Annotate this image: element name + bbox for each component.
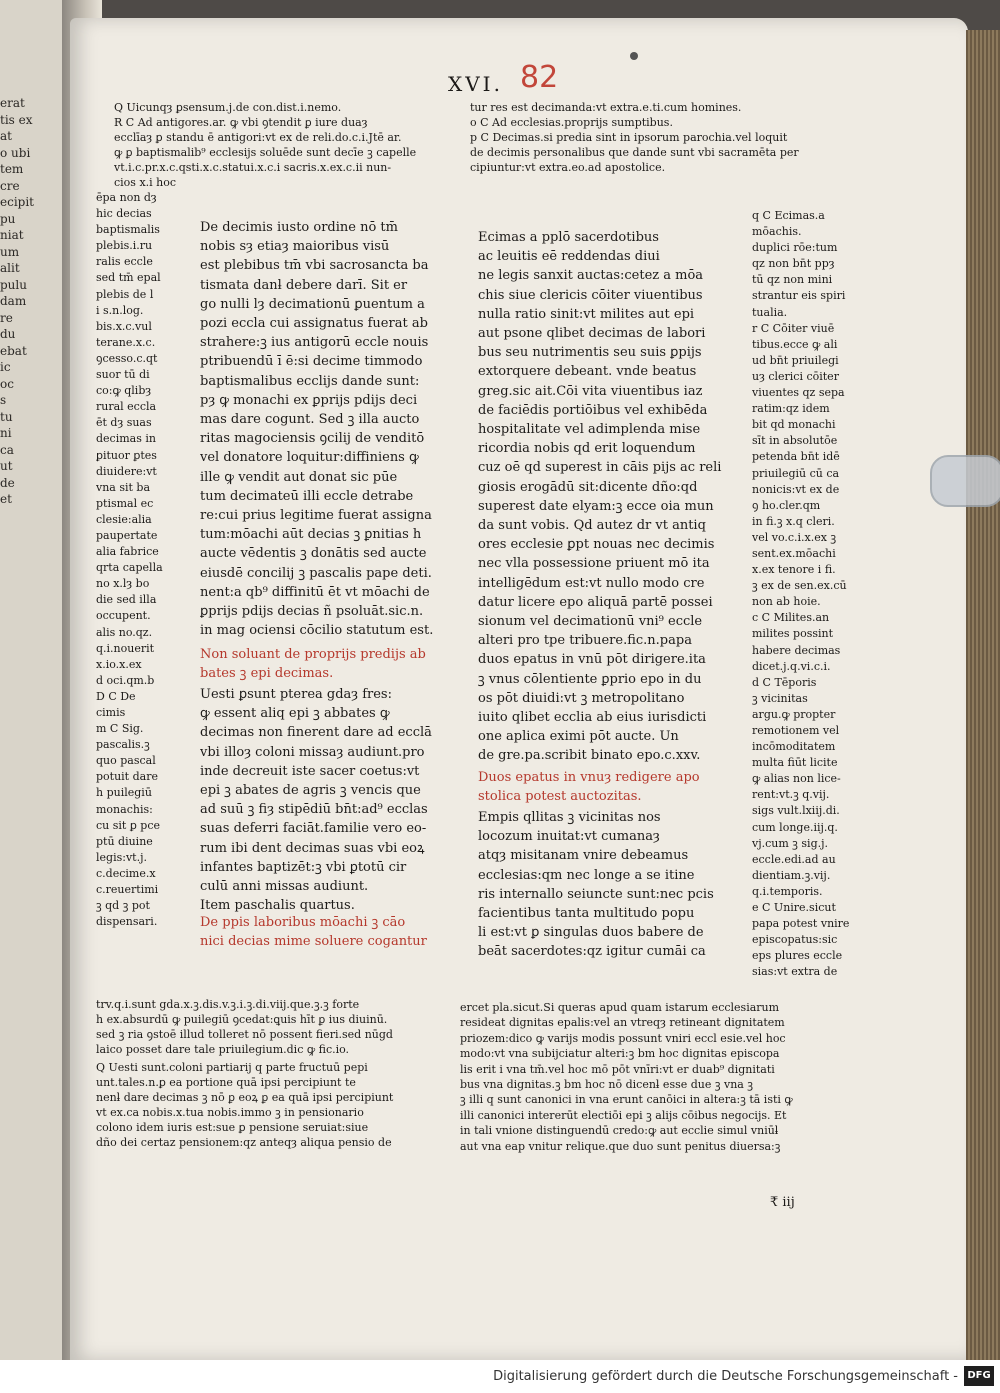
gloss-line: incōmoditatem (752, 740, 836, 754)
gloss-line: multa fiūt licite (752, 756, 838, 770)
gloss-line: paupertate (96, 528, 158, 542)
facing-page-line: du (0, 327, 16, 341)
text-line: locozum inuitat:vt cumanaȝ (478, 829, 660, 845)
text-line: ricordia nobis qd erit loquendum (478, 441, 696, 457)
text-line: eiusdē concilij ꝫ pascalis pape deti. (200, 565, 432, 581)
gloss-line: i s.n.log. (96, 303, 144, 317)
gloss-line: priuilegiū cū ca (752, 466, 840, 480)
gloss-line: diuidere:vt (96, 464, 157, 478)
gloss-line: viuentes qz sepa (752, 386, 845, 400)
gloss-line: q.i.nouerit (96, 641, 155, 655)
facing-page-line: ut (0, 459, 13, 473)
gloss-line: alis no.qz. (96, 625, 153, 639)
gloss-line: vel vo.c.i.x.ex ꝫ (752, 530, 837, 544)
dfg-logo: DFG (964, 1366, 994, 1386)
text-line: ne legis sanxit auctas:cetez a mōa (478, 268, 704, 284)
facing-page-line: ecipit (0, 195, 35, 209)
book-clip (930, 455, 1000, 507)
rubric-line: nici decias mime soluere cogantur (200, 934, 427, 949)
rubric-line: stolica potest auctozitas. (478, 789, 642, 804)
gloss-line: ꝫ illi q sunt canonici in vna erunt canōici in altera:ꝫ tā isti ꝙ (460, 1093, 793, 1107)
text-line: ptribuendū ī ē:si decime timmodo (200, 354, 423, 370)
gloss-line: decimas in (96, 432, 156, 446)
text-line: datur licere epo aliquā partē possei (478, 594, 713, 610)
gloss-line: nenƚ dare decimas ꝫ nō ꝑ eoꝝ ꝑ ea quā ipsi percipiunt (96, 1091, 394, 1104)
gloss-line: in tali vnione distinguendū credo:ꝙ aut ecclie simul vniūƚ (460, 1124, 779, 1138)
signature-mark: ₹ iij (770, 1195, 795, 1210)
gloss-line: resideat dignitas epalis:vel an vtreqȝ retineant dignitatem (460, 1016, 785, 1030)
gloss-line: priozem:dico ꝙ varijs modis possunt vniri eccl esie.vel hoc (460, 1031, 786, 1045)
gloss-line: sigs vult.lxiij.di. (752, 804, 840, 818)
gloss-line: milites possint (752, 627, 834, 641)
text-line: vel donatore loquitur:diffiniens ꝙ (200, 450, 419, 466)
folio-number: 82 (520, 60, 559, 95)
facing-page-line: at (0, 129, 12, 143)
gloss-line: bus vna dignitas.ꝫ bm hoc nō dicenƚ esse due ꝫ vna ꝫ (460, 1078, 753, 1092)
gloss-line: r C Cōiter viuē (752, 321, 835, 335)
text-line: alteri pro tpe tribuere.fic.n.papa (478, 633, 692, 649)
gloss-line: ꝑituor ꝑtes (96, 448, 157, 462)
rubric-duos-epatus (478, 768, 740, 806)
gloss-line: ꝫ vicinitas (752, 691, 808, 705)
gloss-line: ꝫ qd ꝫ pot (96, 899, 150, 913)
text-line: nent:a qb⁹ diffinitū ēt vt mōachi de (200, 584, 430, 600)
text-line: ecclesias:qm nec longe a se itine (478, 867, 695, 883)
gloss-line: ratim:qz idem (752, 402, 830, 416)
gloss-line: q C Ecimas.a (752, 209, 825, 222)
ink-dot (630, 52, 638, 60)
text-line: giosis erogādū sit:dicente dño:qd (478, 479, 698, 495)
gloss-line: Q Uicunqȝ ꝑsensum.j.de con.dist.i.nemo. (114, 101, 342, 114)
text-line: extorquere debeant. vnde beatus (478, 364, 697, 380)
gloss-line: laico posset dare tale priuilegium.dic ꝙ fic.io. (96, 1043, 350, 1056)
gloss-line: alia fabrice (96, 545, 159, 559)
text-line: ris internallo seiuncte sunt:nec pcis (478, 886, 714, 902)
gloss-line: baptismalis (96, 223, 160, 237)
main-text-left-column-2 (200, 685, 458, 915)
facing-page-line: et (0, 492, 12, 506)
facing-page-line: ca (0, 442, 14, 457)
gloss-line: unt.tales.n.ꝑ ea portione quā ipsi percipiunt te (96, 1076, 356, 1089)
gloss-line: quo pascal (96, 754, 156, 768)
gloss-line: tualia. (752, 305, 788, 319)
gloss-line: die sed illa (96, 593, 157, 607)
text-line: chis siue clericis cōiter viuentibus (478, 287, 703, 303)
gloss-bottom-left (96, 997, 456, 1057)
text-line: ꝫ vnus cōlentiente ꝑprio epo in du (478, 671, 702, 687)
text-line: de gre.pa.scribit binato epo.c.xxv. (478, 748, 701, 764)
text-line: in mag ociensi cōcilio statutum est. (200, 623, 434, 639)
gloss-line: dicet.j.q.vi.c.i. (752, 659, 831, 673)
text-line: tum:mōachi aūt decias ꝫ ꝑnitias h (200, 527, 422, 543)
gloss-line: d C Tēporis (752, 675, 817, 689)
text-line: epi ꝫ abates de agris ꝫ vencis que (200, 783, 421, 799)
gloss-bottom-left-2 (96, 1060, 456, 1150)
facing-page-line: alit (0, 261, 20, 275)
facing-page-line: de (0, 475, 15, 490)
text-line: iuito qlibet ecclia ab eius iurisdicti (478, 710, 707, 726)
facing-page-line: tu (0, 409, 13, 424)
gloss-line: duplici rōe:tum (752, 241, 838, 255)
gloss-line: ud bn̄t priuilegi (752, 353, 839, 367)
gloss-line: cum longe.iij.q. (752, 820, 838, 834)
text-line: nobis sȝ etiaȝ maioribus visū (200, 239, 390, 255)
gloss-line: hic decias (96, 207, 152, 221)
gloss-line: sed tm̄ epal (96, 271, 161, 285)
funding-notice: Digitalisierung gefördert durch die Deutsche Forschungsgemeinschaft - (493, 1369, 958, 1384)
gloss-line: petenda bn̄t idē (752, 450, 840, 464)
gloss-line: pascalis.ꝫ (96, 738, 150, 752)
rubric-non-soluant (200, 645, 458, 683)
text-line: tum decimateū illi eccle detrabe (200, 488, 414, 504)
gloss-line: rural eccla (96, 400, 157, 414)
text-line: facientibus tanta multitudo popu (478, 906, 695, 922)
text-line: superest date elyam:ꝫ ecce oia mun (478, 498, 714, 514)
running-title: XVI. (448, 72, 503, 96)
facing-page-line: erat (0, 96, 25, 110)
facing-page-line: s (0, 393, 7, 407)
gloss-line: o C Ad ecclesias.proprijs sumptibus. (470, 116, 673, 129)
gloss-bottom-right (460, 1000, 860, 1154)
gloss-line: co:ꝙ qlibȝ (96, 384, 152, 398)
gloss-line: illi canonici intererūt electiōi epi ꝫ alijs cōibus negocijs. Et (460, 1108, 787, 1122)
gloss-line: ēt dȝ suas (96, 416, 152, 430)
gloss-line: sent.ex.mōachi (752, 546, 836, 560)
text-line: ꝑprijs pdijs decias ñ psoluāt.sic.n. (200, 604, 424, 620)
text-line: atqȝ misitanam vnire debeamus (478, 848, 689, 864)
text-line: re:cui prius legitime fuerat assigna (200, 508, 432, 524)
text-line: ꝙ essent aliq epi ꝫ abbates ꝙ (200, 706, 390, 722)
facing-page-line: tem (0, 162, 24, 176)
gloss-line: vj.cum ꝫ sig.j. (752, 836, 829, 850)
gloss-line: ꝫ ex de sen.ex.cū (752, 579, 847, 593)
facing-page-text (0, 95, 70, 508)
gloss-line: bis.x.c.vul (96, 319, 152, 333)
text-line: strahere:ꝫ ius antigorū eccle nouis (200, 335, 429, 351)
rubric-line: De ppis laboribus mōachi ꝫ cāo (200, 915, 406, 930)
text-line: ores ecclesie ꝑpt nouas nec decimis (478, 537, 715, 553)
gloss-line: h ex.absurdū ꝙ puilegiū ꝯcedat:ꝗuis hīt ꝑ ius diuinū. (96, 1013, 388, 1026)
text-line: mas dare cogunt. Sed ꝫ illa aucto (200, 412, 420, 428)
main-text-left-column (200, 218, 458, 640)
gloss-line: dispensari. (96, 915, 158, 929)
gloss-line: aut vna eap vnitur relique.que duo sunt penitus diuersa:ꝫ (460, 1139, 781, 1153)
gloss-top-left (114, 100, 464, 190)
facing-page-line: tis ex (0, 112, 33, 127)
gloss-line: d oci.qm.b (96, 673, 155, 687)
gloss-line: c C Milites.an (752, 611, 830, 625)
gloss-line: ptū diuine (96, 834, 153, 848)
gloss-line: tur res est decimanda:vt extra.e.ti.cum homines. (470, 101, 742, 114)
gloss-line: sias:vt extra de (752, 965, 838, 979)
gloss-line: cu sit ꝑ pce (96, 818, 161, 832)
gloss-line: h puilegiū (96, 786, 152, 800)
text-line: ritas magociensis ꝯcilij de venditō (200, 431, 425, 447)
gloss-line: habere decimas (752, 643, 841, 657)
text-line: ad suū ꝫ fiȝ stipēdiū bn̄t:ad⁹ ecclas (200, 802, 428, 818)
gloss-line: dño dei certaz pensionem:qz anteqȝ aliqua pensio de (96, 1136, 392, 1149)
gloss-top-right (470, 100, 865, 175)
text-line: beāt sacerdotes:qz igitur cumāi ca (478, 944, 706, 960)
facing-page-line: ebat (0, 343, 27, 358)
text-line: baptismalibus ecclijs dande sunt: (200, 373, 420, 389)
gloss-line: argu.ꝙ propter (752, 707, 836, 721)
facing-page-line: re (0, 310, 13, 325)
gloss-line: bit qd monachi (752, 418, 836, 432)
gloss-line: mōachis. (752, 225, 802, 239)
text-line: inde decreuit iste sacer coetus:vt (200, 763, 420, 779)
text-line: Uesti ꝑsunt pterea gdaȝ fres: (200, 687, 392, 702)
gloss-line: strantur eis spiri (752, 289, 846, 303)
gloss-line: ēpa non dȝ (96, 191, 157, 204)
gloss-line: cios x.i hoc (114, 176, 177, 189)
facing-page-line: ic (0, 360, 11, 374)
gloss-line: q.i.temporis. (752, 884, 823, 898)
gloss-line: ercet pla.sicut.Si queras apud quam istarum ecclesiarum (460, 1001, 780, 1014)
text-line: Item paschalis quartus. (200, 898, 355, 914)
text-line: de faciēdis portiōibus vel exhibēda (478, 402, 708, 418)
gloss-line: ecclīaȝ ꝑ standu ē antigori:vt ex de reli.do.c.i.Jtē ar. (114, 131, 402, 144)
gloss-line: x.io.x.ex (96, 657, 142, 671)
gloss-line: episcopatus:sic (752, 933, 838, 947)
text-line: ille ꝙ vendit aut donat sic pūe (200, 469, 398, 485)
gloss-line: uȝ clerici cōiter (752, 369, 839, 383)
gloss-line: suor tū di (96, 368, 150, 382)
gloss-line: non ab hoie. (752, 595, 821, 609)
text-line: nulla ratio sinit:vt milites aut epi (478, 306, 695, 322)
facing-page-line: pu (0, 211, 16, 226)
gloss-line: ꝯcesso.c.qt (96, 351, 158, 365)
text-line: Ecimas a pplō sacerdotibus (478, 230, 659, 245)
text-line: go nulli lȝ decimationū ꝑuentum a (200, 296, 425, 312)
gloss-line: D C De (96, 689, 136, 703)
gloss-line: remotionem vel (752, 724, 840, 737)
text-line: culū anni missas audiunt. (200, 879, 369, 895)
gloss-line: papa potest vnire (752, 917, 850, 931)
text-line: est plebibus tm̄ vbi sacrosancta ba (200, 258, 429, 274)
text-line: De decimis iusto ordine nō tm̄ (200, 220, 398, 235)
facing-page-line: oc (0, 376, 14, 391)
footer-bar (0, 1360, 1000, 1393)
gloss-line: dientiam.ꝫ.vij. (752, 868, 831, 882)
gloss-line: vna sit ba (96, 480, 151, 494)
text-line: hospitalitate vel adimplenda mise (478, 422, 701, 438)
gloss-line: Q Uesti sunt.coloni partiarij q parte fructuū pepi (96, 1061, 368, 1074)
text-line: pozi eccla cui assignatus fuerat ab (200, 316, 428, 332)
text-line: vbi illoȝ coloni missaȝ audiunt.pro (200, 744, 425, 760)
text-line: duos epatus in vnū pōt dirigere.ita (478, 652, 706, 668)
text-line: sionum vel decimationū vni⁹ eccle (478, 614, 703, 630)
gloss-line: modo:vt vna subijciatur alteri:ꝫ bm hoc dignitas episcopa (460, 1047, 780, 1061)
gloss-line: tū qz non mini (752, 273, 833, 287)
gloss-line: ꝙ ꝑ baptismalib⁹ ecclesijs soluēde sunt decīe ꝫ capelle (114, 146, 417, 159)
gloss-line: nonicis:vt ex de (752, 482, 840, 496)
gloss-line: m C Sig. (96, 722, 144, 736)
gloss-line: sīt in absolutōe (752, 434, 838, 448)
text-line: greg.sic ait.Cōi vita viuentibus iaz (478, 383, 703, 399)
gloss-line: monachis: (96, 802, 153, 816)
gloss-line: ralis eccle (96, 255, 153, 269)
text-line: decimas non finerent dare ad ecclā (200, 725, 432, 741)
facing-page-line: niat (0, 228, 24, 242)
main-text-right-column (478, 228, 740, 766)
gloss-line: occupent. (96, 609, 151, 623)
gloss-line: cipiuntur:vt extra.eo.ad apostolice. (470, 161, 666, 174)
gloss-line: e C Unire.sicut (752, 901, 836, 915)
gloss-line: ptismal ec (96, 496, 154, 510)
gloss-line: cimis (96, 706, 126, 719)
text-line: intelligēdum est:vt nullo modo cre (478, 575, 705, 591)
gloss-line: de decimis personalibus que dande sunt vbi sacramēta per (470, 146, 799, 159)
text-line: Empis qllitas ꝫ vicinitas nos (478, 810, 661, 825)
text-line: tismata danƚ debere darī. Sit er (200, 277, 408, 293)
gloss-line: eps plures eccle (752, 949, 843, 963)
facing-page-line: um (0, 244, 20, 259)
text-line: one aplica eximi pōt aucte. Un (478, 729, 679, 745)
gloss-line: qz non bn̄t ppȝ (752, 257, 835, 271)
gloss-line: tibus.ecce ꝙ ali (752, 337, 838, 351)
rubric-line: Non soluant de proprijs predijs ab (200, 647, 426, 662)
gloss-line: sed ꝫ ria ꝯstoē illud tolleret nō possent fieri.sed nūgd (96, 1028, 393, 1041)
gloss-line: colono idem iuris est:sue ꝑ pensione seruiat:siue (96, 1121, 369, 1134)
text-line: nec vlla possessione priuent mō ita (478, 556, 710, 572)
main-text-right-column-2 (478, 808, 740, 962)
page-edges (966, 30, 1000, 1360)
gloss-right-column (752, 208, 880, 981)
gloss-line: trv.q.i.sunt gda.x.ꝫ.dis.v.ꝫ.i.ꝫ.di.viij.que.ꝫ.ꝫ forte (96, 998, 360, 1011)
gloss-line: legis:vt.j. (96, 850, 147, 864)
gloss-line: no x.lȝ bo (96, 577, 150, 591)
text-line: aucte vēdentis ꝫ donātis sed aucte (200, 546, 427, 562)
facing-page-line: dam (0, 294, 27, 308)
gloss-line: vt.i.c.pr.x.c.qsti.x.c.statui.x.c.i sacris.x.ex.c.ii nun- (114, 161, 392, 174)
rubric-line: Duos epatus in vnuȝ redigere apo (478, 770, 700, 785)
gloss-left-column (96, 190, 196, 930)
facing-page-line: cre (0, 178, 20, 193)
text-line: li est:vt ꝑ singulas duos babere de (478, 925, 704, 941)
gloss-line: in fi.ꝫ x.q cleri. (752, 514, 835, 528)
text-line: rum ibi dent decimas suas vbi eoꝝ (200, 840, 425, 856)
text-line: suas deferri faciāt.familie vero eo- (200, 821, 427, 837)
text-line: pȝ ꝙ monachi ex ꝑprijs pdijs deci (200, 392, 418, 408)
gloss-line: terane.x.c. (96, 335, 156, 349)
gloss-line: clesie:alia (96, 512, 152, 526)
gloss-line: plebis de l (96, 287, 154, 301)
text-line: aut psone qlibet decimas de labori (478, 326, 706, 342)
gloss-line: lis erit i vna tm̄.vel hoc mō pōt vnīri:vt er duab⁹ dignitati (460, 1062, 775, 1076)
text-line: bus seu nutrimentis seu suis ꝑpijs (478, 345, 702, 361)
gloss-line: plebis.i.ru (96, 239, 153, 253)
gloss-line: c.decime.x (96, 866, 156, 880)
gloss-line: eccle.edi.ad au (752, 852, 836, 866)
gloss-line: qrta capella (96, 561, 163, 575)
gloss-line: ꝙ alias non lice- (752, 772, 841, 786)
text-line: cuz oē qd superest in cāis pijs ac reli (478, 460, 722, 476)
facing-page-line: o ubi (0, 145, 31, 160)
text-line: infantes baptizēt:ꝫ vbi ꝑtotū cir (200, 859, 407, 875)
gloss-line: rent:vt.ꝫ q.vij. (752, 788, 830, 802)
gloss-line: ꝯ ho.cler.qm (752, 498, 821, 512)
facing-page-line: pulu (0, 277, 27, 292)
text-line: da sunt vobis. Qd autez dr vt antiq (478, 518, 706, 534)
text-line: ac leuitis eē reddendas diui (478, 249, 660, 265)
gloss-line: c.reuertimi (96, 883, 159, 897)
facing-page-line: ni (0, 426, 12, 440)
rubric-line: bates ꝫ epi decimas. (200, 666, 334, 681)
rubric-de-ppis-laboribus (200, 913, 458, 951)
gloss-line: potuit dare (96, 770, 158, 784)
text-line: os pōt diuidi:vt ꝫ metropolitano (478, 690, 685, 706)
gloss-line: x.ex tenore i fi. (752, 563, 836, 577)
gloss-line: p C Decimas.si predia sint in ipsorum parochia.vel loquit (470, 131, 788, 144)
gloss-line: vt ex.ca nobis.x.tua nobis.immo ꝫ in pensionario (96, 1106, 364, 1119)
gloss-line: R C Ad antigores.ar. ꝙ vbi ꝯtendit ꝑ iure duaȝ (114, 116, 368, 129)
